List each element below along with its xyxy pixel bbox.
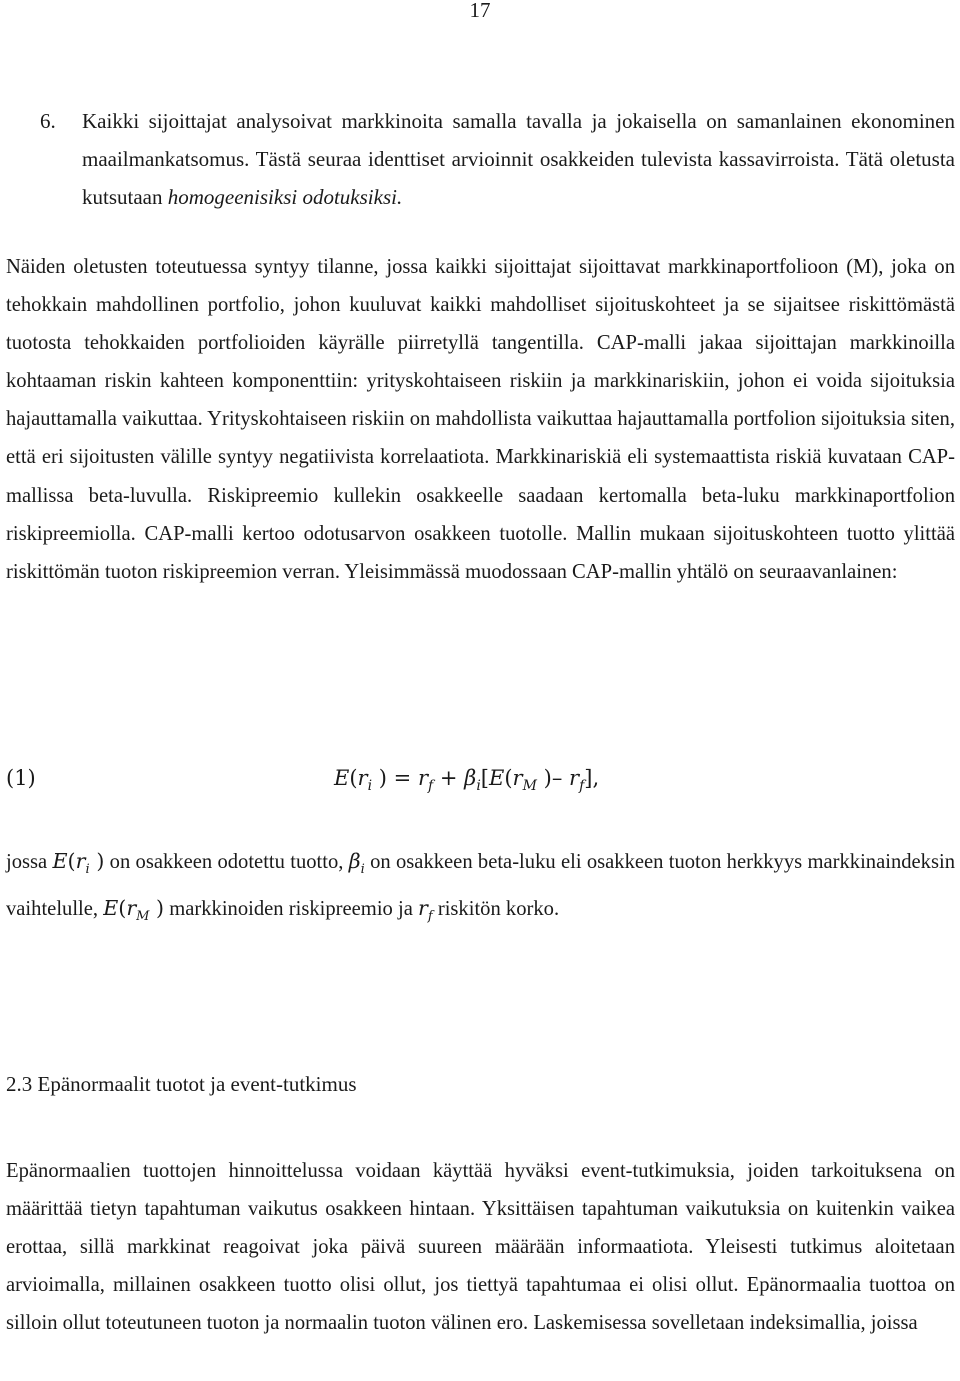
math-expected-return: $E(r_i$ ): [52, 849, 105, 878]
math-risk-free-rate: $r_f$: [418, 896, 433, 925]
equation-number: (1): [6, 766, 36, 790]
math-market-return: $E(r_M$ ): [103, 896, 165, 925]
paragraph-equation-explanation: jossa $E(r_i$ ) on osakkeen odotettu tuotto, $\beta_i$ on osakkeen beta-luku eli osakkeen tuoton herkkyys markkinaindeksin vaihtelulle, $E(r_M$ ) markkinoiden riskipreemio ja $r_f$ riskitön korko.: [6, 849, 956, 925]
list-item-plain-text: Kaikki sijoittajat analysoivat markkinoita samalla tavalla ja jokaisella on samanlainen ekonominen maailmankatsomus. Tästä seuraa identtiset arvioinnit osakkeiden tulevista kassavirroista. Tätä oletusta kutsutaan: [82, 109, 955, 209]
list-item-emphasis: homogeenisiksi odotuksiksi.: [167, 185, 403, 209]
capm-equation: [6, 766, 955, 806]
paragraph-event-study: Epänormaalien tuottojen hinnoittelussa voidaan käyttää hyväksi event-tutkimuksia, joiden tarkoituksena on määrittää tietyn tapahtuman vaikutus osakkeen hintaan. Yksittäisen tapahtuman vaikutuksia on kuitenkin vaikea erottaa, sillä markkinat reagoivat joka päivä suureen määrään informaatiota. Yleisesti tutkimus aloitetaan arvioimalla, millainen osakkeen tuotto olisi ollut, jos tiettyä tapahtumaa ei olisi ollut. Epänormaalia tuottoa on silloin ollut toteutuneen tuoton ja normaalin tuoton välinen ero. Laskemisessa sovelletaan indeksimallia, joissa: [6, 1160, 955, 1335]
assumption-list-item: [40, 102, 955, 216]
equation-body: $E(r_i$ ) = $r_f + \beta_i[E(r_M$ )– $r_f$],: [334, 766, 600, 795]
list-item-text: [40, 102, 955, 216]
math-beta: $\beta_i$: [348, 849, 365, 878]
page-number: 17: [469, 0, 491, 22]
paragraph-capm-description: Näiden oletusten toteutuessa syntyy tilanne, jossa kaikki sijoittajat sijoittavat markkinaportfolioon (M), joka on tehokkain mahdollinen portfolio, johon kuuluvat kaikki mahdolliset sijoituskohteet ja se sijaitsee riskittömästä tuotosta tehokkaiden portfolioiden käyrälle piirretyllä tangentilla. CAP-malli jakaa sijoittajan markkinoilla kohtaaman riskin kahteen komponenttiin: yrityskohtaiseen riskiin ja markkinariskiin, johon ei voida sijoituksia hajauttamalla vaikuttaa. Yrityskohtaiseen riskiin on mahdollista vaikuttaa hajauttamalla portfolion sijoituksia siten, että eri sijoitusten välille syntyy negatiivista korrelaatiota. Markkinariskiä eli systemaattista riskiä kuvataan CAP-mallissa beta-luvulla. Riskipreemio kullekin osakkeelle saadaan kertomalla beta-luku markkinaportfolion riskipreemiolla. CAP-malli kertoo odotusarvon osakkeen tuotolle. Mallin mukaan sijoituskohteen tuotto ylittää riskittömän tuoton riskipreemion verran. Yleisimmässä muodossaan CAP-mallin yhtälö on seuraavanlainen:: [6, 256, 955, 583]
section-heading: 2.3 Epänormaalit tuotot ja event-tutkimus: [6, 1072, 357, 1096]
list-item-number: 6.: [40, 109, 56, 133]
